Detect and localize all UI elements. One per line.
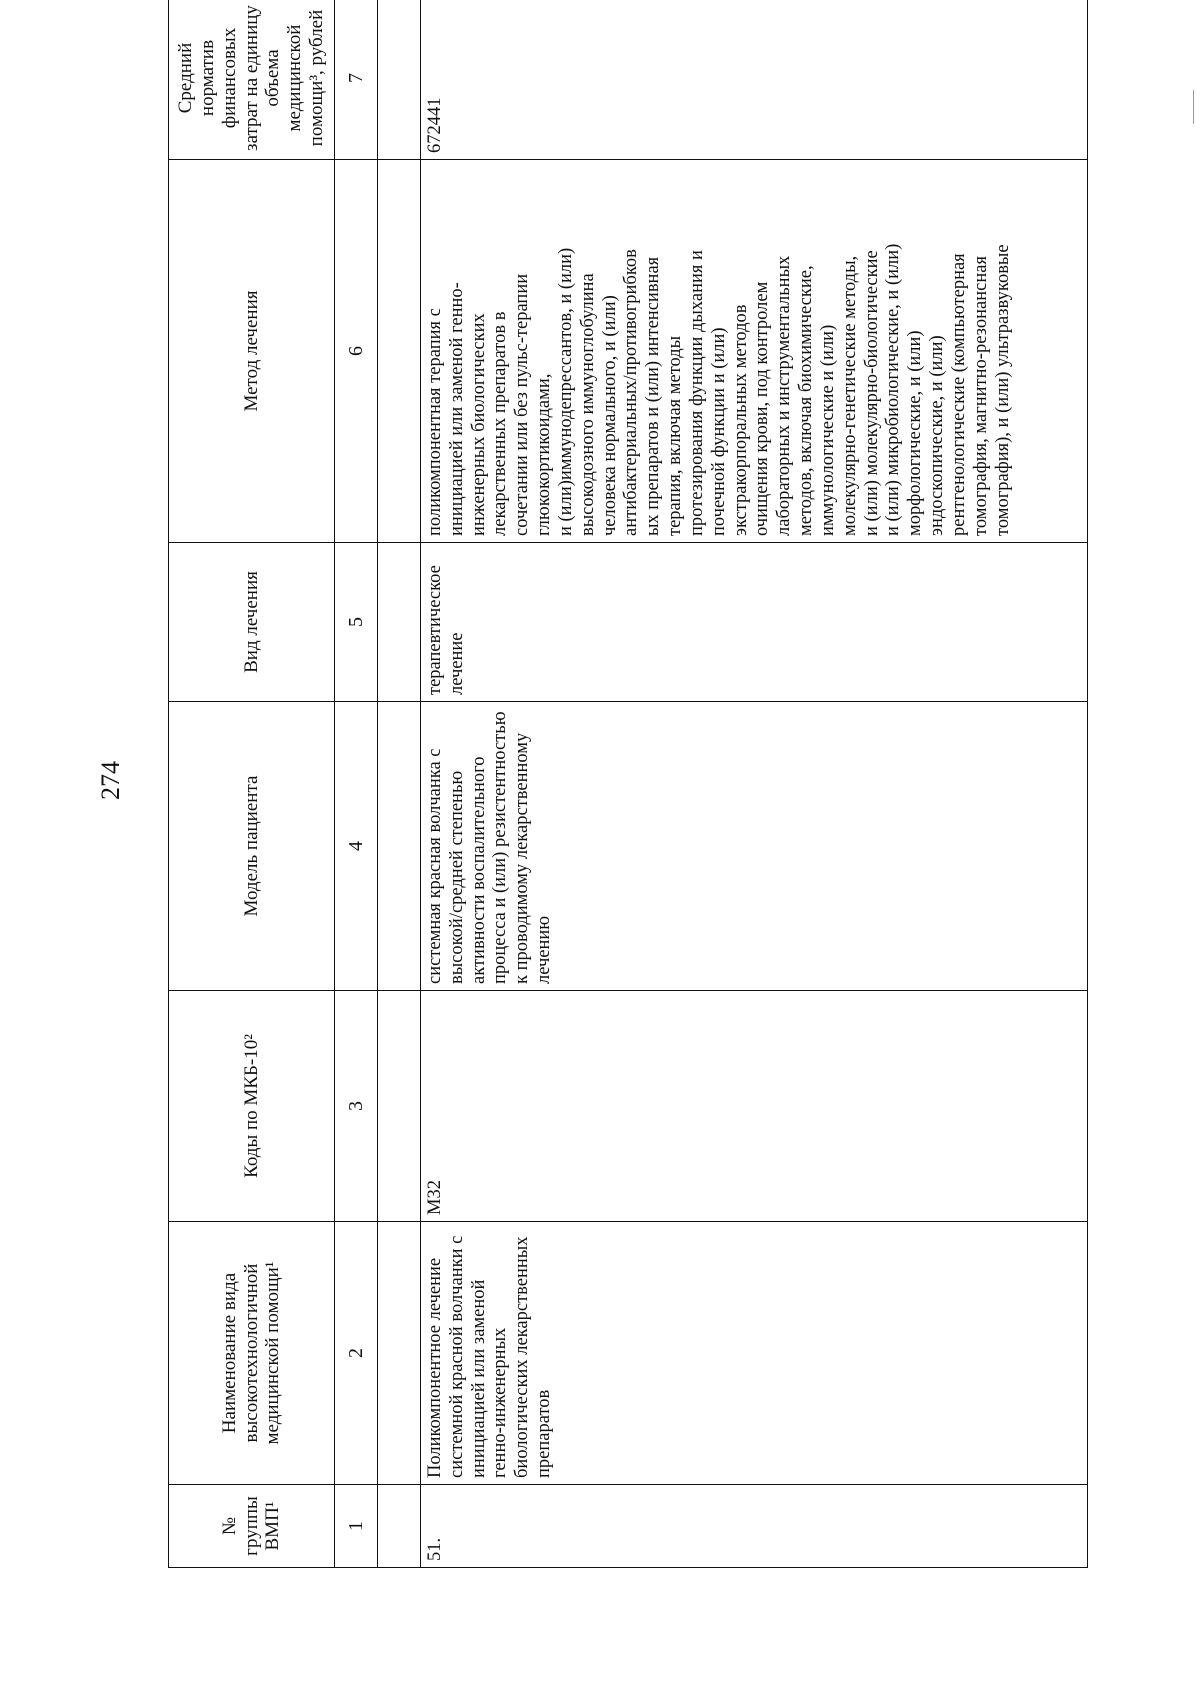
- average-cost-cell: 672441: [421, 0, 1088, 160]
- column-number: 1: [335, 1485, 378, 1568]
- header-row: [169, 0, 335, 1568]
- method-line: методов, включая биохимические,: [796, 265, 817, 536]
- column-number: 7: [335, 0, 378, 160]
- column-number: 6: [335, 160, 378, 543]
- method-line: очищения крови, под контролем: [752, 281, 773, 536]
- page-number: 274: [96, 761, 125, 800]
- method-line: протезирования функции дыхания и: [686, 250, 707, 536]
- method-line: лабораторных и инструментальных: [774, 255, 795, 536]
- method-line: человека нормального, и (или): [599, 295, 620, 536]
- header-treatment-method: Метод лечения: [169, 160, 335, 543]
- method-line: эндоскопические, и (или): [927, 335, 948, 536]
- method-line: рентгенологические (компьютерная: [948, 253, 969, 536]
- empty-cell: [378, 543, 421, 702]
- treatment-method-cell: [421, 160, 1088, 543]
- method-line: терапия, включая методы: [665, 335, 686, 536]
- method-line: инициацией или заменой генно-: [446, 282, 467, 536]
- column-number: 2: [335, 1222, 378, 1485]
- header-patient-model: Модель пациента: [169, 702, 335, 991]
- group-no-cell: 51.: [421, 1485, 1088, 1568]
- table-row: [421, 0, 1088, 1568]
- method-line: томография), и (или) ультразвуковые: [992, 244, 1013, 536]
- header-treatment-type: Вид лечения: [169, 543, 335, 702]
- method-line: высокодозного иммуноглобулина: [577, 273, 598, 536]
- method-line: экстракорпоральных методов: [730, 304, 751, 536]
- method-line: почечной функции и (или): [708, 327, 729, 536]
- column-number: 5: [335, 543, 378, 702]
- vmp-table: [168, 0, 1088, 1568]
- empty-cell: [378, 702, 421, 991]
- empty-cell: [378, 160, 421, 543]
- empty-cell: [378, 1222, 421, 1485]
- method-line: морфологические, и (или): [905, 330, 926, 536]
- method-line: и (или) молекулярно-биологические: [861, 250, 882, 536]
- empty-cell: [378, 0, 421, 160]
- scan-mark: [1193, 90, 1194, 124]
- header-mkb-codes: Коды по МКБ-10²: [169, 991, 335, 1222]
- vmp-name-cell: Поликомпонентное лечение системной красной волчанки с инициацией или заменой генно-инженерных биологических лекарственных препаратов: [421, 1222, 1088, 1485]
- header-vmp-name: Наименование вида высокотехнологичной медицинской помощи¹: [169, 1222, 335, 1485]
- method-line: и (или) микробиологические, и (или): [883, 243, 904, 536]
- treatment-type-cell: терапевтическое лечение: [421, 543, 1088, 702]
- method-line: ых препаратов и (или) интенсивная: [643, 256, 664, 536]
- column-number: 4: [335, 702, 378, 991]
- method-line: сочетании или без пульс-терапии: [512, 273, 533, 536]
- method-line: иммунологические и (или): [817, 324, 838, 536]
- method-line: и (или)иммунодепрессантов, и (или): [555, 247, 576, 536]
- method-line: инженерных биологических: [468, 313, 489, 536]
- empty-cell: [378, 1485, 421, 1568]
- method-line: антибактериальных/противогрибков: [621, 249, 642, 536]
- empty-row: [378, 0, 421, 1568]
- column-number-row: [335, 0, 378, 1568]
- method-line: лекарственных препаратов в: [490, 311, 511, 536]
- header-group-no: № группы ВМП¹: [169, 1485, 335, 1568]
- method-line: томография, магнитно-резонансная: [970, 256, 991, 536]
- method-line: глюкокортикоидами,: [534, 373, 555, 536]
- header-average-cost: Средний норматив финансовых затрат на единицу объема медицинской помощи³, рублей: [169, 0, 335, 160]
- patient-model-cell: системная красная волчанка с высокой/средней степенью активности воспалительного процесса и (или) резистентностью к проводимому лекарственному лечению: [421, 702, 1088, 991]
- method-line: молекулярно-генетические методы,: [839, 255, 860, 536]
- empty-cell: [378, 991, 421, 1222]
- column-number: 3: [335, 991, 378, 1222]
- mkb-code-cell: M32: [421, 991, 1088, 1222]
- method-line: поликомпонентная терапия с: [425, 308, 445, 536]
- rotated-table-container: [168, 5, 1088, 1568]
